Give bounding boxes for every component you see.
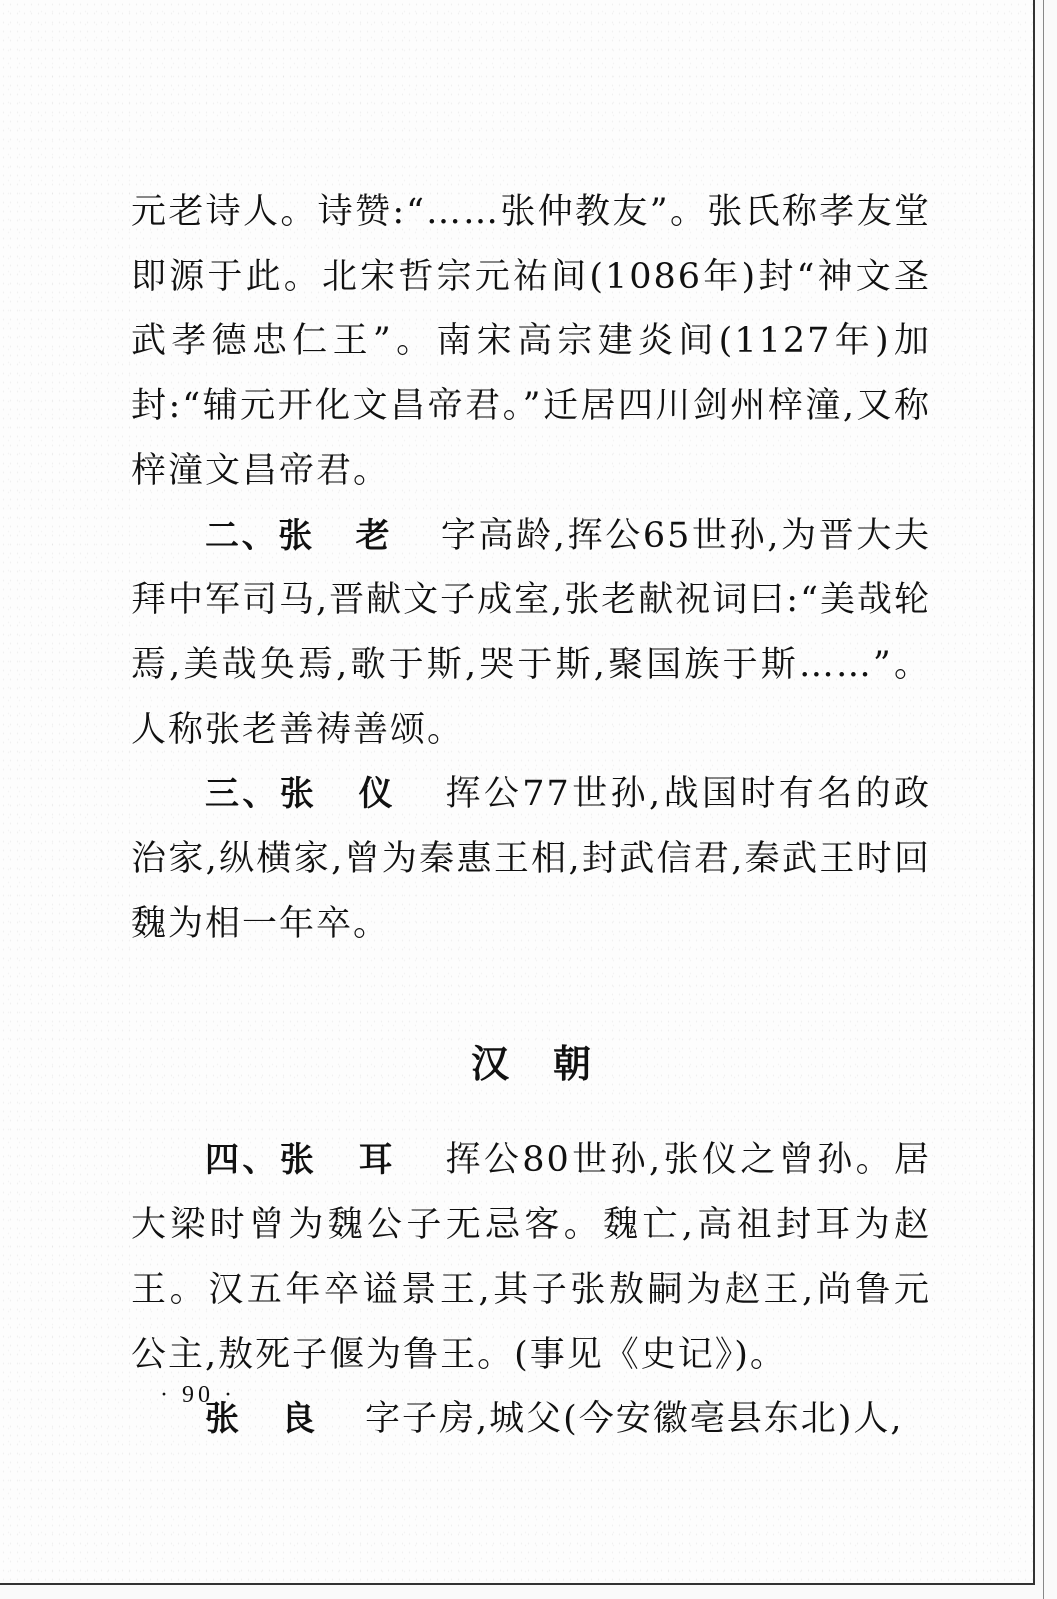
entry-body: 挥公77世孙,战国时有名的政治家,纵横家,曾为秦惠王相,封武信君,秦武王时回魏为相一年卒。 <box>131 774 932 944</box>
entry-number: 三、张 <box>205 774 318 815</box>
entry-zhang-yi <box>131 762 931 956</box>
page-edge-right <box>1033 0 1057 1599</box>
page-content <box>131 180 931 1452</box>
entry-zhang-lao <box>131 504 931 763</box>
entry-name: 老 <box>354 515 393 556</box>
entry-name: 耳 <box>357 1140 397 1181</box>
section-title: 汉朝 <box>470 1042 635 1087</box>
entry-body: 字高龄,挥公65世孙,为晋大夫拜中军司马,晋献文子成室,张老献祝词曰:“美哉轮焉,美哉奂焉,歌于斯,哭于斯,聚国族于斯……”。人称张老善祷善颂。 <box>131 515 932 750</box>
entry-body: 字子房,城父(今安徽亳县东北)人, <box>365 1399 904 1440</box>
entry-zhang-er <box>131 1128 931 1387</box>
entry-surname: 张 <box>205 1399 241 1440</box>
page-number: · 90 · <box>160 1382 236 1408</box>
entry-body: 挥公80世孙,张仪之曾孙。居大梁时曾为魏公子无忌客。魏亡,高祖封耳为赵王。汉五年卒谥景王,其子张敖嗣为赵王,尚鲁元公主,敖死子偃为鲁王。(事见《史记》)。 <box>131 1140 932 1375</box>
paragraph-continued: 元老诗人。诗赞:“……张仲教友”。张氏称孝友堂即源于此。北宋哲宗元祐间(1086年)封“神文圣武孝德忠仁王”。南宋高宗建炎间(1127年)加封:“辅元开化文昌帝君。”迁居四川剑州梓潼,又称梓潼文昌帝君。 <box>131 192 931 491</box>
page-edge-bottom <box>0 1583 1035 1599</box>
entry-name: 仪 <box>357 774 397 815</box>
entry-number: 二、张 <box>205 515 315 556</box>
entry-number: 四、张 <box>205 1140 318 1181</box>
entry-zhang-liang <box>131 1387 931 1452</box>
entry-name: 良 <box>281 1399 317 1440</box>
